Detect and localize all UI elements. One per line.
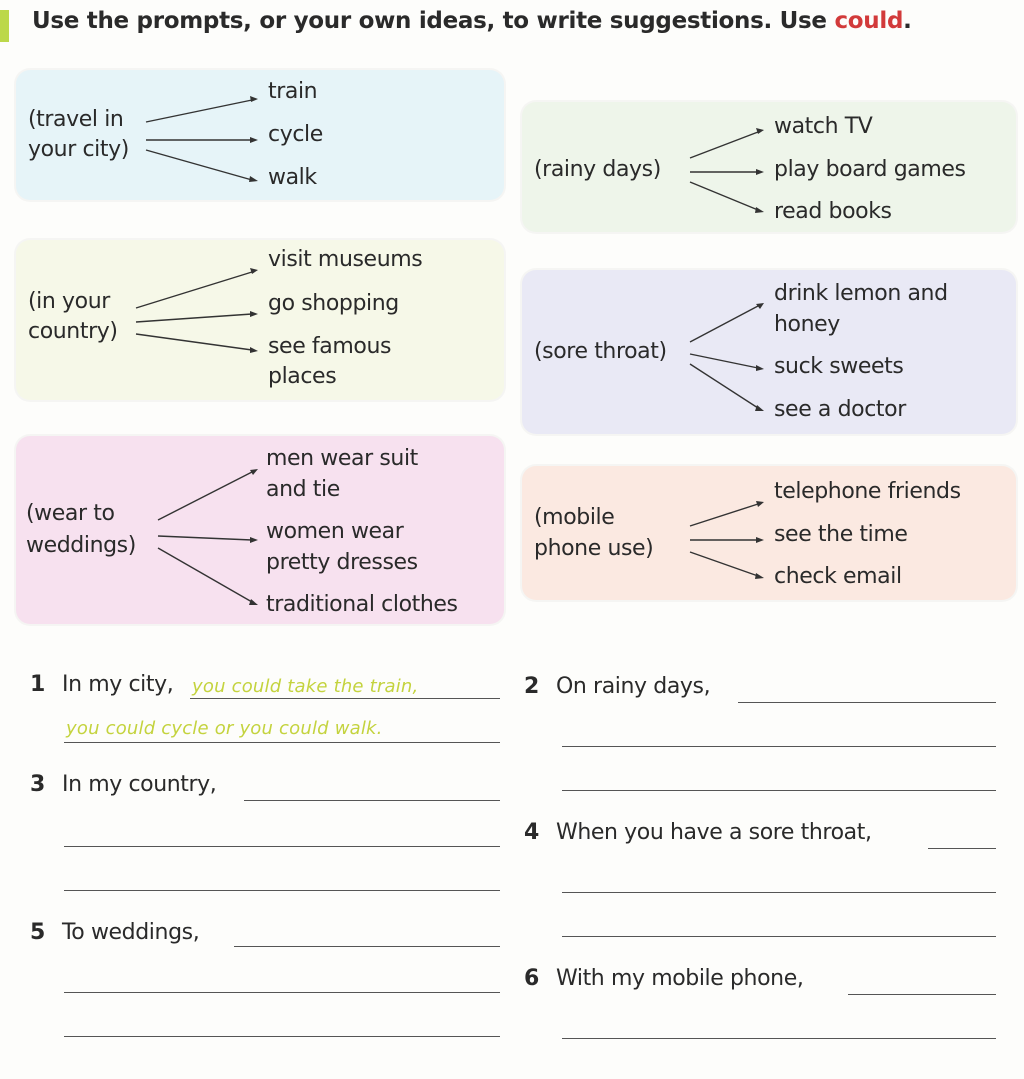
answer-line[interactable] [64,992,500,993]
answer-line[interactable] [64,1036,500,1037]
option-check-email: check email [774,564,902,589]
exercise-number: 3 [30,772,45,797]
exercise-prompt: On rainy days, [556,674,711,699]
exercise-4 [524,818,872,848]
topic-label: (rainy days) [534,157,661,182]
prompt-box-phone [522,466,1016,600]
prompt-box-rainy [522,102,1016,232]
option-go-shopping: go shopping [268,291,399,316]
exercise-5 [30,918,199,948]
option-play-board-games: play board games [774,157,966,182]
option-honey: honey [774,312,840,337]
answer-line[interactable] [562,892,996,893]
option-suck-sweets: suck sweets [774,354,904,379]
option-walk: walk [268,165,317,190]
answer-line[interactable] [738,702,996,703]
exercise-prompt: In my country, [62,772,217,797]
exercise-3 [30,770,216,800]
option-see-a-doctor: see a doctor [774,397,906,422]
prompt-box-throat [522,270,1016,434]
answer-line[interactable] [234,946,500,947]
exercise-number: 5 [30,920,45,945]
option-traditional-clothes: traditional clothes [266,592,458,617]
answer-line[interactable] [562,936,996,937]
answer-line[interactable] [562,1038,996,1039]
topic-label: (in your [28,289,110,314]
instruction: Use the prompts, or your own ideas, to write suggestions. Use could. [32,8,912,34]
exercise-number: 2 [524,674,539,699]
topic-label: country) [28,319,118,344]
topic-label: (mobile [534,505,615,530]
topic-label: your city) [28,137,129,162]
option-cycle: cycle [268,122,323,147]
topic-label: (wear to [26,501,115,526]
keyword-could: could [834,8,904,34]
exercise-number: 4 [524,820,539,845]
option-read-books: read books [774,199,892,224]
option-and-tie: and tie [266,477,340,502]
prompt-box-country [16,240,504,400]
answer-line[interactable] [64,846,500,847]
answer-1-line-1: you could take the train, [192,676,419,697]
exercise-number: 1 [30,672,45,697]
option-watch-tv: watch TV [774,114,873,139]
option-drink-lemon-and: drink lemon and [774,281,948,306]
option-pretty-dresses: pretty dresses [266,550,418,575]
exercise-prompt: When you have a sore throat, [556,820,872,845]
exercise-1 [30,670,173,700]
option-visit-museums: visit museums [268,247,423,272]
answer-line[interactable] [64,742,500,743]
answer-line[interactable] [244,800,500,801]
option-train: train [268,79,318,104]
exercise-6 [524,964,803,994]
exercise-prompt: In my city, [62,672,174,697]
answer-line[interactable] [64,890,500,891]
prompt-box-weddings [16,436,504,624]
answer-1-line-2: you could cycle or you could walk. [66,718,383,739]
topic-label: (sore throat) [534,339,667,364]
accent-bar [0,10,9,42]
prompt-box-city [16,70,504,200]
option-places: places [268,364,337,389]
answer-line[interactable] [562,746,996,747]
answer-line[interactable] [190,698,500,699]
option-telephone-friends: telephone friends [774,479,961,504]
exercise-number: 6 [524,966,539,991]
answer-line[interactable] [928,848,996,849]
topic-label: (travel in [28,107,124,132]
topic-label: weddings) [26,533,136,558]
exercise-2 [524,672,710,702]
answer-line[interactable] [848,994,996,995]
exercise-prompt: With my mobile phone, [556,966,804,991]
topic-label: phone use) [534,536,654,561]
answer-line[interactable] [562,790,996,791]
option-see-the-time: see the time [774,522,908,547]
exercise-prompt: To weddings, [62,920,200,945]
option-men-wear-suit: men wear suit [266,446,418,471]
option-women-wear: women wear [266,519,404,544]
option-see-famous: see famous [268,334,392,359]
